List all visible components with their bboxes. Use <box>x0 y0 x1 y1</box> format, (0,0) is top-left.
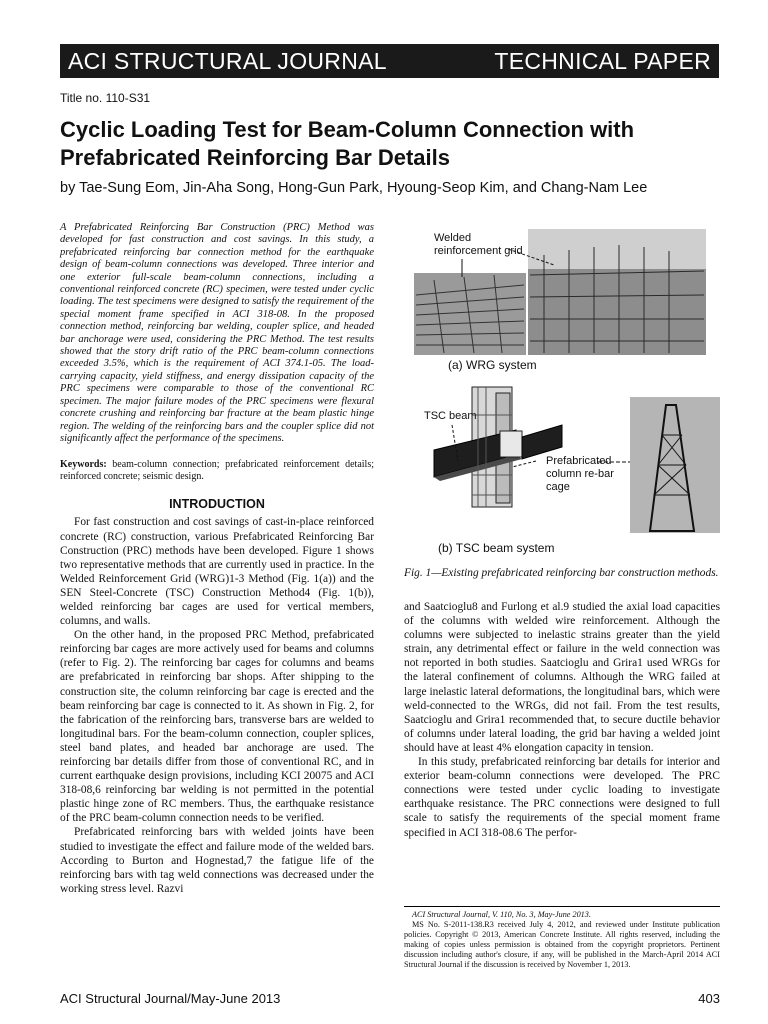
figure-caption: Fig. 1—Existing prefabricated reinforcing bar construction methods. <box>404 567 719 579</box>
label-wrg-system: (a) WRG system <box>448 358 537 372</box>
footnote-line-2: MS No. S-2011-138.R3 received July 4, 2012, and reviewed under Institute publication policies. Copyright © 2013, American Concrete Institute. All rights reserved, including the making of copies unless permission is obtained from the copyright proprietors. Pertinent discussion including author's closure, if any, will be published in the March-April 2014 ACI Structural Journal if the discussion is received by November 1, 2013. <box>404 920 720 969</box>
label-prefab-cage: Prefabricated column re-bar cage <box>546 455 614 493</box>
paper-type: TECHNICAL PAPER <box>494 47 711 74</box>
intro-paragraph-1: For fast construction and cost savings of cast-in-place reinforced concrete (RC) construction, various Prefabricated Reinforcing Bar Construction (PRC) methods have been developed. Figure 1 shows two representative methods that are currently used in practice. In the Welded Reinforcement Grid (WRG)1-3 Method (Fig. 1(a)) and the SEN Steel-Concrete (TSC) Construction Method4 (Fig. 1(b)), welded reinforcing bar cages are used for vertical members, columns, and walls. <box>60 516 374 628</box>
left-column <box>60 222 374 896</box>
page-number: 403 <box>698 991 720 1006</box>
figure-1 <box>404 225 720 561</box>
author-list: by Tae-Sung Eom, Jin-Aha Song, Hong-Gun Park, Hyoung-Seop Kim, and Chang-Nam Lee <box>60 180 648 196</box>
footer-journal: ACI Structural Journal/May-June 2013 <box>60 991 281 1006</box>
keywords <box>60 459 374 483</box>
paper-title: Cyclic Loading Test for Beam-Column Connection with Prefabricated Reinforcing Bar Details <box>60 117 635 170</box>
keywords-text: beam-column connection; prefabricated reinforcement details; reinforced concrete; seismic design. <box>60 459 374 483</box>
intro-paragraph-5: In this study, prefabricated reinforcing bar details for interior and exterior beam-column connections were developed. The PRC connections were tested under cyclic loading to investigate earthquake resistance. The PRC connections were designed to full scale to satisfy the requirements of the special moment frame specified in ACI 318-08.6 The perfor- <box>404 756 720 839</box>
title-number: Title no. 110-S31 <box>60 91 151 105</box>
intro-paragraph-3: Prefabricated reinforcing bars with welded joints have been studied to investigate the effect and failure mode of the welded bars. According to Burton and Hognestad,7 the fatigue life of the reinforcing bars with tag weld connections was decreased under the working stress level. Razvi <box>60 826 374 895</box>
tsc-beam-drawing <box>434 387 562 507</box>
label-tsc-system: (b) TSC beam system <box>438 541 555 555</box>
right-column <box>404 600 720 840</box>
journal-name: ACI STRUCTURAL JOURNAL <box>68 47 387 74</box>
intro-paragraph-2: On the other hand, in the proposed PRC Method, prefabricated reinforcing bar cages are more actively used for beams and columns (refer to Fig. 2). The reinforcing bar cages for columns and beams are prefabricated in reinforcing bar shops. After shipping to the construction site, the column reinforcing bar cage is erected and the beam reinforcing bar cage is connected to it. As shown in Fig. 2, for the fabrication of the reinforcing bars, transverse bars are welded to longitudinal bars. For the beam-column connection, coupler splices, steel band plates, and headed bar anchorage are used. The reinforcing bar details differ from those of conventional RC, and in current earthquake design provisions, including KCI 20075 and ACI 318-08,6 reinforcing bar welding is not permitted in the potential plastic hinge zone of RC members. Thus, the earthquake resistance of the PRC beam-column connection needs to be verified. <box>60 629 374 825</box>
figure-1-illustration <box>404 225 720 561</box>
journal-banner <box>60 44 719 78</box>
abstract: A Prefabricated Reinforcing Bar Construction (PRC) Method was developed for fast construction and cost savings. In this study, a prefabricated reinforcing bar connection method for the earthquake design of beam-column connections was developed. Three interior and one exterior full-scale beam-column connections, including a conventional reinforced concrete (RC) specimen, were tested under cyclic loading. The test specimens were designed to satisfy the requirement of the special moment frame specified in ACI 318-08. In the proposed connection method, reinforcing bar welding, coupler splice, and headed bar anchorage were used, considering the PRC Method. The test results showed that the story drift ratio of the PRC beam-column connections exceeded 3.5%, which is the requirement of ACI 374.1-05. The load-carrying capacity, yield stiffness, and energy dissipation capacity of the PRC specimens were comparable to those of the conventional RC specimen. The major failure modes of the PRC specimens were flexural concrete crushing and reinforcing bar fracture at the beam plastic hinge region. The welding of the reinforcing bars and the coupler splice did not significantly affect the performance of the specimens. <box>60 222 374 444</box>
introduction-heading: INTRODUCTION <box>169 497 265 512</box>
footnote <box>404 906 720 970</box>
intro-paragraph-4: and Saatcioglu8 and Furlong et al.9 studied the axial load capacities of the columns with welded wire reinforcement. Although the columns were subjected to inelastic strains greater than the yield strain, any detrimental effect or failure in the weld connection was not reported in both studies. Saatcioglu and Grira1 used WRGs for the lateral confinement of columns. Although the WRG failed at large inelastic lateral deformations, the longitudinal bars, which were weld-connected to the WRGs, did not fail. From the test results, Saatcioglu and Grira1 recommended that, to secure ductile behavior of columns under lateral loading, the grid bar having a welded joint should have at least 4% elongation capacity in tension. <box>404 601 720 754</box>
label-welded-grid: Welded reinforcement grid <box>434 232 523 257</box>
keywords-label: Keywords: <box>60 459 107 471</box>
label-tsc-beam: TSC beam <box>424 410 477 422</box>
footnote-line-1: ACI Structural Journal, V. 110, No. 3, May-June 2013. <box>412 910 591 919</box>
